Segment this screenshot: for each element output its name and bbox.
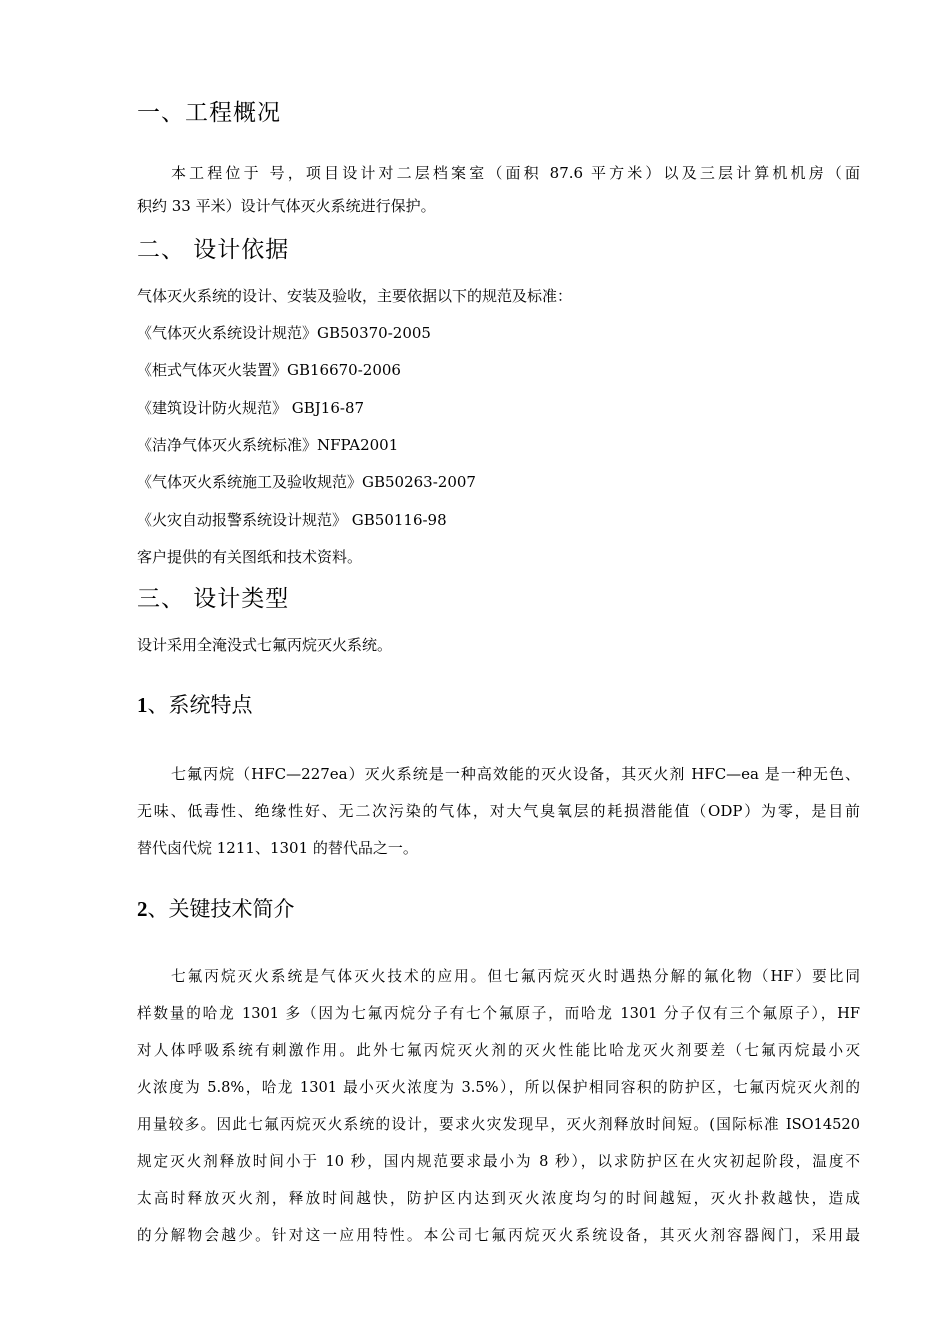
standard-item: 《气体灭火系统施工及验收规范》GB50263-2007: [137, 473, 476, 491]
subsection-title: 、关键技术简介: [147, 897, 295, 921]
standard-item: 《建筑设计防火规范》 GBJ16-87: [137, 399, 365, 417]
paragraph-line: 火浓度为 5.8%，哈龙 1301 最小灭火浓度为 3.5%），所以保护相同容积的防护区，七氟丙烷灭火剂的: [137, 1079, 860, 1096]
subsection-title: 、系统特点: [147, 693, 253, 717]
subsection-2-paragraph: [137, 967, 860, 1263]
section-3-intro: 设计采用全淹没式七氟丙烷灭火系统。: [137, 636, 393, 654]
paragraph-line: 七氟丙烷（HFC—227ea）灭火系统是一种高效能的灭火设备，其灭火剂 HFC—ea 是一种无色、: [171, 765, 860, 783]
paragraph-line: 积约 33 平米）设计气体灭火系统进行保护。: [137, 197, 436, 215]
subsection-1-paragraph: [137, 764, 860, 875]
subsection-2-heading: [137, 893, 295, 923]
standard-item: 客户提供的有关图纸和技术资料。: [137, 548, 363, 566]
paragraph-line: 对人体呼吸系统有刺激作用。此外七氟丙烷灭火剂的灭火性能比哈龙灭火剂要差（七氟丙烷最小灭: [137, 1042, 860, 1059]
standard-item: 《气体灭火系统设计规范》GB50370-2005: [137, 324, 431, 342]
standard-item: 《洁净气体灭火系统标准》NFPA2001: [137, 436, 399, 454]
section-1-heading: 一、工程概况: [137, 100, 281, 126]
paragraph-line: 规定灭火剂释放时间小于 10 秒，国内规范要求最小为 8 秒），以求防护区在火灾初起阶段，温度不: [137, 1153, 860, 1170]
section-1-paragraph: [137, 163, 860, 233]
section-3-heading: 三、 设计类型: [137, 586, 290, 612]
standard-item: 《火灾自动报警系统设计规范》 GB50116-98: [137, 511, 447, 529]
section-2-heading: 二、 设计依据: [137, 237, 290, 263]
standard-item: 《柜式气体灭火装置》GB16670-2006: [137, 361, 401, 379]
paragraph-line: 替代卤代烷 1211、1301 的替代品之一。: [137, 839, 418, 857]
section-2-intro: 气体灭火系统的设计、安装及验收，主要依据以下的规范及标准：: [137, 287, 573, 305]
paragraph-line: 用量较多。因此七氟丙烷灭火系统的设计，要求火灾发现早，灭火剂释放时间短。(国际标准 ISO14520: [137, 1116, 860, 1133]
paragraph-line: 七氟丙烷灭火系统是气体灭火技术的应用。但七氟丙烷灭火时遇热分解的氟化物（HF）要比同: [171, 968, 860, 985]
paragraph-line: 样数量的哈龙 1301 多（因为七氟丙烷分子有七个氟原子，而哈龙 1301 分子仅有三个氟原子），HF: [137, 1005, 860, 1022]
subsection-1-heading: [137, 689, 253, 719]
paragraph-line: 太高时释放灭火剂，释放时间越快，防护区内达到灭火浓度均匀的时间越短，灭火扑救越快，造成: [137, 1190, 860, 1207]
paragraph-line: 的分解物会越少。针对这一应用特性。本公司七氟丙烷灭火系统设备，其灭火剂容器阀门，采用最: [137, 1227, 860, 1244]
subsection-number: 1: [137, 693, 148, 717]
paragraph-line: 本工程位于 号，项目设计对二层档案室（面积 87.6 平方米）以及三层计算机机房（面: [171, 164, 860, 182]
paragraph-line: 无味、低毒性、绝缘性好、无二次污染的气体，对大气臭氧层的耗损潜能值（ODP）为零，是目前: [137, 802, 860, 820]
subsection-number: 2: [137, 897, 148, 921]
